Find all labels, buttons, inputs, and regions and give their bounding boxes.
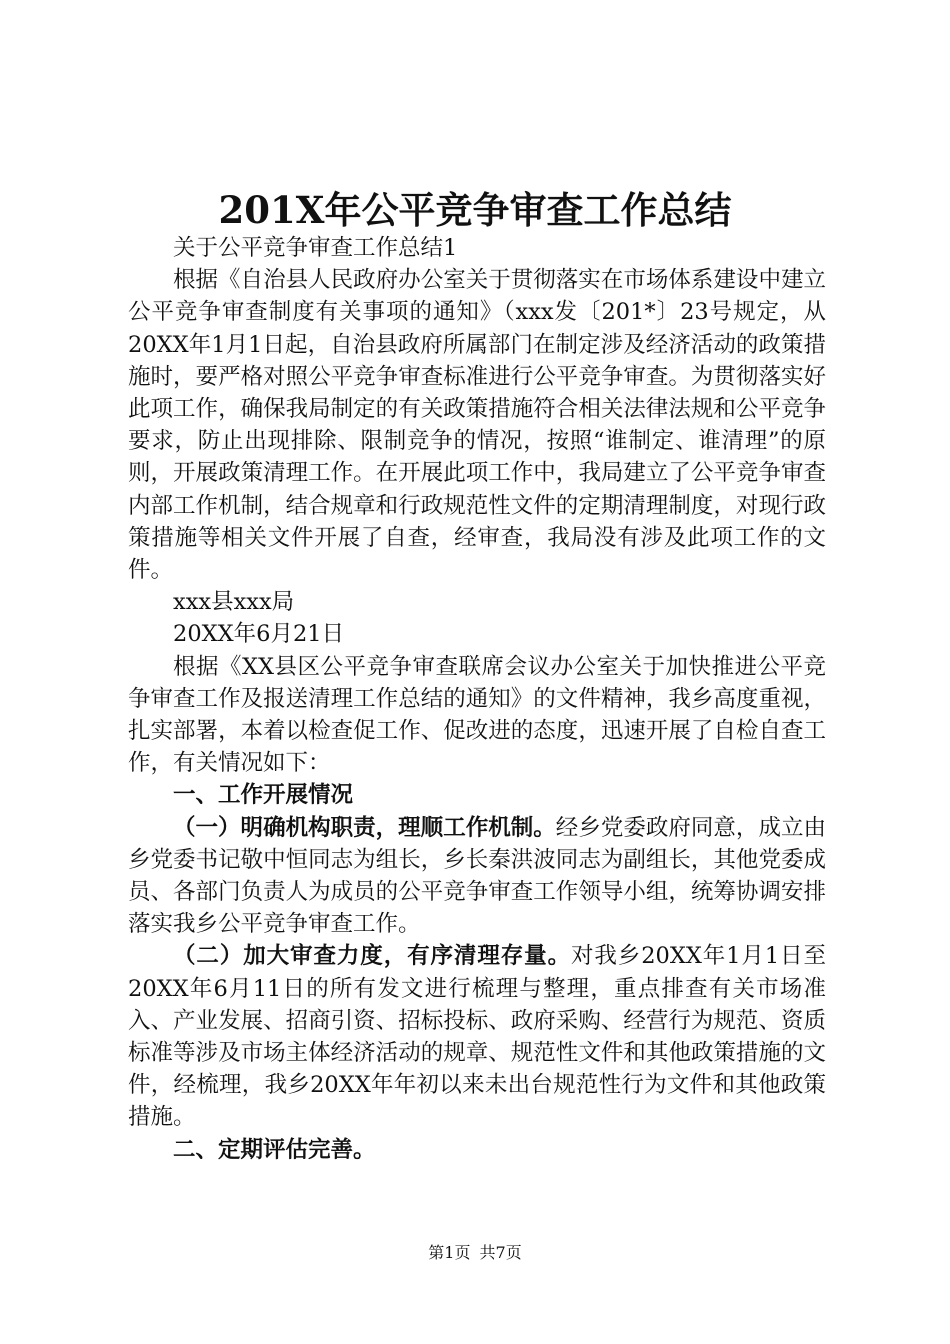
section-heading-2: 二、定期评估完善。 [173, 1136, 376, 1163]
document-body [128, 232, 826, 1166]
page-total: 共7页 [479, 1243, 522, 1262]
page-number: 第1页 [428, 1243, 471, 1262]
section-heading-1: 一、工作开展情况 [173, 782, 354, 809]
paragraph-2: 根据《XX县区公平竞争审查联席会议办公室关于加快推进公平竞争审查工作及报送清理工作总结的通知》的文件精神，我乡高度重视，扎实部署，本着以检查促工作、促改进的态度，迅速开展了自检自查工作，有关情况如下： [128, 653, 826, 777]
signer-line: xxx县xxx局 [173, 589, 295, 616]
paragraph-3-text: 经乡党委政府同意，成立由乡党委书记敬中恒同志为组长，乡长秦洪波同志为副组长，其他党委成员、各部门负责人为成员的公平竞争审查工作领导小组，统筹协调安排落实我乡公平竞争审查工作。 [128, 814, 826, 938]
paragraph-4 [128, 940, 826, 1133]
page-footer [0, 1243, 950, 1263]
paragraph-1: 根据《自治县人民政府办公室关于贯彻落实在市场体系建设中建立公平竞争审查制度有关事项的通知》（xxx发〔201*〕23号规定，从20XX年1月1日起，自治县政府所属部门在制定涉及经济活动的政策措施时，要严格对照公平竞争审查标准进行公平竞争审查。为贯彻落实好此项工作，确保我局制定的有关政策措施符合相关法律法规和公平竞争要求，防止出现排除、限制竞争的情况，按照“谁制定、谁清理”的原则，开展政策清理工作。在开展此项工作中，我局建立了公平竞争审查内部工作机制，结合规章和行政规范性文件的定期清理制度，对现行政策措施等相关文件开展了自查，经审查，我局没有涉及此项工作的文件。 [128, 267, 826, 584]
date-line: 20XX年6月21日 [173, 621, 345, 648]
paragraph-4-text: 对我乡20XX年1月1日至20XX年6月11日的所有发文进行梳理与整理，重点排查有关市场准入、产业发展、招商引资、招标投标、政府采购、经营行为规范、资质标准等涉及市场主体经济活动的规章、规范性文件和其他政策措施的文件，经梳理，我乡20XX年年初以来未出台规范性行为文件和其他政策措施。 [128, 943, 826, 1131]
subtitle-line: 关于公平竞争审查工作总结1 [173, 235, 458, 261]
paragraph-4-lead: （二）加大审查力度，有序清理存量。 [173, 943, 571, 970]
document-title: 201X年公平竞争审查工作总结 [218, 188, 732, 232]
paragraph-3-lead: （一）明确机构职责，理顺工作机制。 [173, 814, 556, 841]
paragraph-3 [128, 812, 826, 941]
